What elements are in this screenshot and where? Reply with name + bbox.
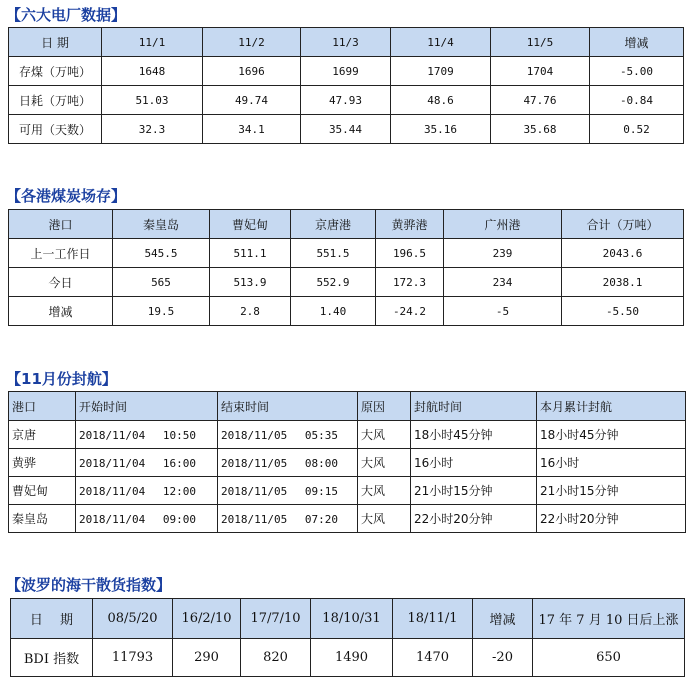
table-cell: -24.2 [376, 297, 444, 326]
header-cell: 11/1 [102, 28, 203, 57]
row-label: 增减 [9, 297, 113, 326]
table-row [9, 239, 684, 268]
header-cell: 17/7/10 [241, 599, 311, 639]
table-cell: 22小时20分钟 [537, 505, 686, 533]
table-cell: 290 [173, 639, 241, 677]
header-cell: 广州港 [444, 210, 562, 239]
table-cell: 551.5 [291, 239, 376, 268]
table-row [9, 449, 686, 477]
table-cell: 1696 [203, 57, 301, 86]
header-cell: 18/11/1 [393, 599, 473, 639]
power-plants-table [8, 27, 684, 144]
table-cell: 11793 [93, 639, 173, 677]
table-row [9, 115, 684, 144]
table-cell: 大风 [358, 421, 411, 449]
table-cell: 1699 [301, 57, 391, 86]
header-cell: 日 期 [11, 599, 93, 639]
header-cell: 11/5 [491, 28, 590, 57]
header-cell: 合计（万吨） [562, 210, 684, 239]
table-cell: 22小时20分钟 [411, 505, 537, 533]
table-cell: 196.5 [376, 239, 444, 268]
table-cell: 18小时45分钟 [537, 421, 686, 449]
table-header-row [9, 28, 684, 57]
header-cell: 港口 [9, 210, 113, 239]
table-row [9, 86, 684, 115]
table-cell: 35.44 [301, 115, 391, 144]
table-row [9, 57, 684, 86]
table-cell: 35.16 [391, 115, 491, 144]
table-cell: 234 [444, 268, 562, 297]
table-cell: 513.9 [210, 268, 291, 297]
row-label: 京唐 [9, 421, 76, 449]
table-row [11, 639, 685, 677]
table-cell: -5 [444, 297, 562, 326]
table-cell: 2018/11/04 10:50 [76, 421, 218, 449]
row-label: 曹妃甸 [9, 477, 76, 505]
header-cell: 增减 [473, 599, 533, 639]
header-cell: 16/2/10 [173, 599, 241, 639]
table-cell: 2018/11/05 05:35 [218, 421, 358, 449]
table-cell: 1709 [391, 57, 491, 86]
header-cell: 封航时间 [411, 392, 537, 421]
table-row [9, 297, 684, 326]
table-cell: 2018/11/04 09:00 [76, 505, 218, 533]
table-cell: 18小时45分钟 [411, 421, 537, 449]
header-cell: 曹妃甸 [210, 210, 291, 239]
header-cell: 港口 [9, 392, 76, 421]
table-cell: 2043.6 [562, 239, 684, 268]
table-cell: 2018/11/05 08:00 [218, 449, 358, 477]
table-header-row [9, 210, 684, 239]
table-cell: 565 [113, 268, 210, 297]
header-cell: 11/3 [301, 28, 391, 57]
table-cell: 1490 [311, 639, 393, 677]
row-label: 秦皇岛 [9, 505, 76, 533]
header-cell: 11/2 [203, 28, 301, 57]
row-label: 存煤（万吨） [9, 57, 102, 86]
header-cell: 增减 [590, 28, 684, 57]
table-cell: 19.5 [113, 297, 210, 326]
table-header-row [11, 599, 685, 639]
table-cell: 1.40 [291, 297, 376, 326]
table-row [9, 477, 686, 505]
table-cell: 545.5 [113, 239, 210, 268]
table-cell: 552.9 [291, 268, 376, 297]
table-cell: 21小时15分钟 [411, 477, 537, 505]
header-cell: 本月累计封航 [537, 392, 686, 421]
header-cell: 原因 [358, 392, 411, 421]
row-label: 日耗（万吨） [9, 86, 102, 115]
table-cell: 16小时 [537, 449, 686, 477]
port-stocks-table [8, 209, 684, 326]
table-cell: 16小时 [411, 449, 537, 477]
table-row [9, 268, 684, 297]
header-cell: 日 期 [9, 28, 102, 57]
table-cell: 2018/11/04 12:00 [76, 477, 218, 505]
header-cell: 08/5/20 [93, 599, 173, 639]
header-cell: 11/4 [391, 28, 491, 57]
table-header-row [9, 392, 686, 421]
table-cell: 34.1 [203, 115, 301, 144]
row-label: 今日 [9, 268, 113, 297]
table-cell: 650 [533, 639, 685, 677]
table-row [9, 505, 686, 533]
table-cell: 820 [241, 639, 311, 677]
bdi-table [10, 598, 685, 677]
table-cell: 1470 [393, 639, 473, 677]
port-closures-table [8, 391, 686, 533]
table-cell: 1704 [491, 57, 590, 86]
table-cell: 172.3 [376, 268, 444, 297]
header-cell: 开始时间 [76, 392, 218, 421]
table-cell: 2038.1 [562, 268, 684, 297]
section-title-port-stocks: 【各港煤炭场存】 [6, 187, 127, 205]
table-cell: 511.1 [210, 239, 291, 268]
table-row [9, 421, 686, 449]
table-cell: 大风 [358, 449, 411, 477]
table-cell: -5.50 [562, 297, 684, 326]
section-title-port-closures: 【11月份封航】 [6, 370, 117, 388]
row-label: 可用（天数） [9, 115, 102, 144]
table-cell: 51.03 [102, 86, 203, 115]
table-cell: 大风 [358, 505, 411, 533]
table-cell: 2.8 [210, 297, 291, 326]
table-cell: 48.6 [391, 86, 491, 115]
header-cell: 黄骅港 [376, 210, 444, 239]
section-title-bdi: 【波罗的海干散货指数】 [6, 576, 172, 594]
table-cell: 大风 [358, 477, 411, 505]
table-cell: 35.68 [491, 115, 590, 144]
table-cell: 2018/11/05 09:15 [218, 477, 358, 505]
table-cell: -20 [473, 639, 533, 677]
table-cell: 2018/11/05 07:20 [218, 505, 358, 533]
table-cell: 32.3 [102, 115, 203, 144]
table-cell: 49.74 [203, 86, 301, 115]
table-cell: -5.00 [590, 57, 684, 86]
table-cell: 2018/11/04 16:00 [76, 449, 218, 477]
row-label: 黄骅 [9, 449, 76, 477]
header-cell: 17 年 7 月 10 日后上涨 [533, 599, 685, 639]
table-cell: 239 [444, 239, 562, 268]
header-cell: 结束时间 [218, 392, 358, 421]
header-cell: 18/10/31 [311, 599, 393, 639]
row-label: BDI 指数 [11, 639, 93, 677]
table-cell: -0.84 [590, 86, 684, 115]
row-label: 上一工作日 [9, 239, 113, 268]
header-cell: 秦皇岛 [113, 210, 210, 239]
section-title-power-plants: 【六大电厂数据】 [6, 6, 127, 24]
table-cell: 21小时15分钟 [537, 477, 686, 505]
table-cell: 0.52 [590, 115, 684, 144]
table-cell: 47.93 [301, 86, 391, 115]
table-cell: 47.76 [491, 86, 590, 115]
header-cell: 京唐港 [291, 210, 376, 239]
table-cell: 1648 [102, 57, 203, 86]
